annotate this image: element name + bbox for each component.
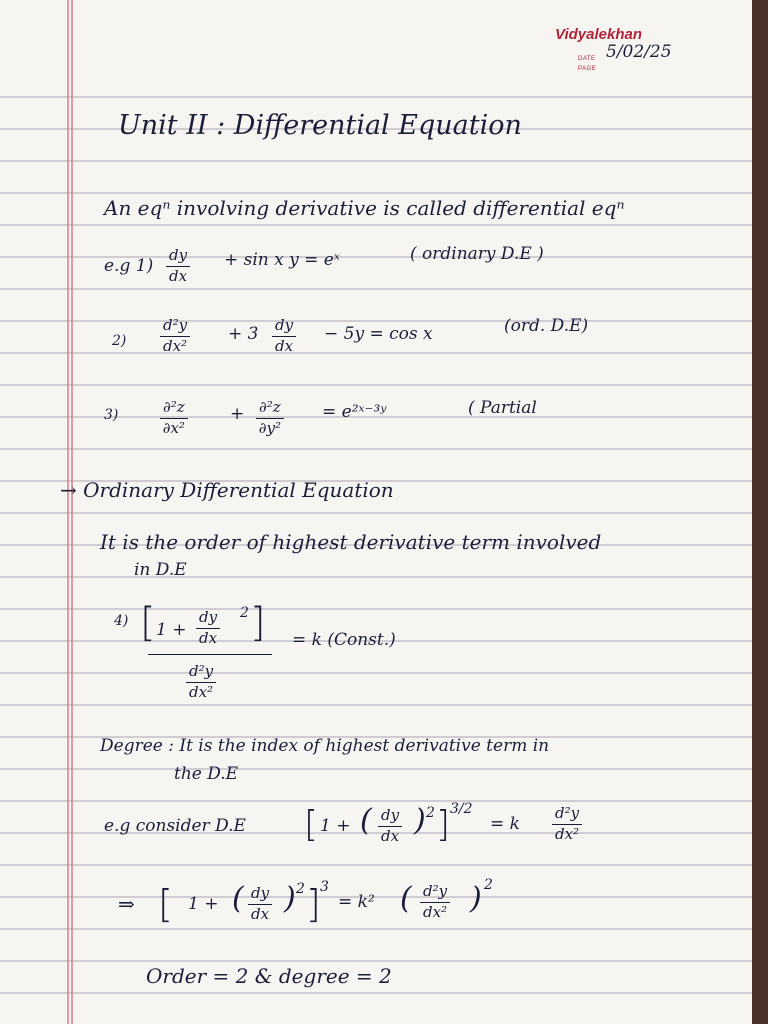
consider-pow32: 3/2 <box>450 801 473 817</box>
example1-note: ( ordinary D.E ) <box>410 244 544 264</box>
order-degree-result: Order = 2 & degree = 2 <box>146 964 392 988</box>
fraction-numerator: ∂²z <box>256 400 284 419</box>
left-bracket-icon: [ <box>140 600 156 646</box>
example3-expression: = e²ˣ⁻³ʸ <box>322 402 387 422</box>
example2-label: 2) <box>112 333 127 349</box>
fraction-denominator: dx² <box>423 902 448 921</box>
left-bracket-icon: [ <box>304 804 319 845</box>
fraction-numerator: dy <box>248 886 272 905</box>
fraction-numerator: d²y <box>420 884 450 903</box>
left-paren-icon: ( <box>232 881 244 916</box>
right-bracket-icon: ] <box>436 804 451 845</box>
right-paren-icon: ) <box>470 881 482 916</box>
example2-expression: − 5y = cos x <box>324 324 433 344</box>
order-definition-line2: in D.E <box>134 560 187 580</box>
example1-expression: + sin x y = eˣ <box>224 250 340 270</box>
left-paren-icon: ( <box>400 881 412 916</box>
fraction-denominator: dx <box>169 266 188 285</box>
squared-pow2b: 2 <box>484 877 493 893</box>
fraction-denominator: dx² <box>555 824 580 843</box>
fraction-numerator: dy <box>196 610 220 629</box>
example4-denominator-fraction <box>186 664 216 701</box>
brand-logo: Vidyalekhan <box>555 26 642 43</box>
example2-middle: + 3 <box>228 324 259 344</box>
right-bracket-icon: ] <box>250 600 266 646</box>
date-label: DATE <box>578 56 596 62</box>
example1-label: e.g 1) <box>104 256 154 276</box>
order-definition-line1: It is the order of highest derivative term involved <box>100 530 602 554</box>
example4-fraction-bar <box>148 654 272 655</box>
fraction-denominator: dx <box>381 826 400 845</box>
left-paren-icon: ( <box>360 803 372 838</box>
example3-fraction-1 <box>160 400 188 437</box>
consider-eq-k: = k <box>490 814 520 834</box>
example2-note: (ord. D.E) <box>504 316 589 336</box>
squared-fraction <box>248 886 272 923</box>
example4-one-plus: 1 + <box>156 620 187 640</box>
fraction-numerator: ∂²z <box>160 400 188 419</box>
fraction-numerator: d²y <box>186 664 216 683</box>
example4-inner-fraction <box>196 610 220 647</box>
fraction-denominator: dx² <box>189 682 214 701</box>
example4-rhs: = k (Const.) <box>292 630 396 650</box>
fraction-numerator: dy <box>166 248 190 267</box>
squared-pow2: 2 <box>296 881 305 897</box>
fraction-denominator: dx <box>275 336 294 355</box>
right-paren-icon: ) <box>414 803 426 838</box>
example3-fraction-2 <box>256 400 284 437</box>
degree-definition-line1: Degree : It is the index of highest derivative term in <box>100 736 550 756</box>
consider-pow2: 2 <box>426 805 435 821</box>
fraction-denominator: dx <box>199 628 218 647</box>
fraction-numerator: d²y <box>160 318 190 337</box>
example4-power: 2 <box>240 605 249 621</box>
degree-definition-line2: the D.E <box>174 764 239 784</box>
fraction-denominator: ∂y² <box>258 418 281 437</box>
fraction-numerator: d²y <box>552 806 582 825</box>
ode-heading: → Ordinary Differential Equation <box>60 478 394 502</box>
fraction-denominator: dx² <box>163 336 188 355</box>
example3-label: 3) <box>104 407 119 423</box>
page-label: PAGE <box>578 66 597 72</box>
fraction-denominator: ∂x² <box>162 418 185 437</box>
consider-fraction <box>378 808 402 845</box>
squared-rhs-fraction <box>420 884 450 921</box>
squared-pow3: 3 <box>320 879 329 895</box>
implies-arrow: ⇒ <box>118 892 135 916</box>
fraction-denominator: dx <box>251 904 270 923</box>
fraction-numerator: dy <box>272 318 296 337</box>
page-edge <box>752 0 768 1024</box>
left-bracket-icon: [ <box>158 882 173 926</box>
squared-eq-k2: = k² <box>338 892 375 912</box>
date-value: 5/02/25 <box>606 42 672 62</box>
example2-fraction-2 <box>272 318 296 355</box>
fraction-numerator: dy <box>378 808 402 827</box>
example4-label: 4) <box>114 613 129 629</box>
squared-one-plus: 1 + <box>188 894 219 914</box>
page-title: Unit II : Differential Equation <box>118 110 522 141</box>
right-paren-icon: ) <box>284 881 296 916</box>
example2-fraction-1 <box>160 318 190 355</box>
consider-label: e.g consider D.E <box>104 816 246 836</box>
consider-one-plus: 1 + <box>320 816 351 836</box>
example3-note: ( Partial <box>468 398 537 418</box>
definition-text: An eqⁿ involving derivative is called differential eqⁿ <box>104 196 625 220</box>
example3-middle: + <box>230 404 245 424</box>
example1-fraction <box>166 248 190 285</box>
consider-rhs-fraction <box>552 806 582 843</box>
right-bracket-icon: ] <box>306 882 321 926</box>
